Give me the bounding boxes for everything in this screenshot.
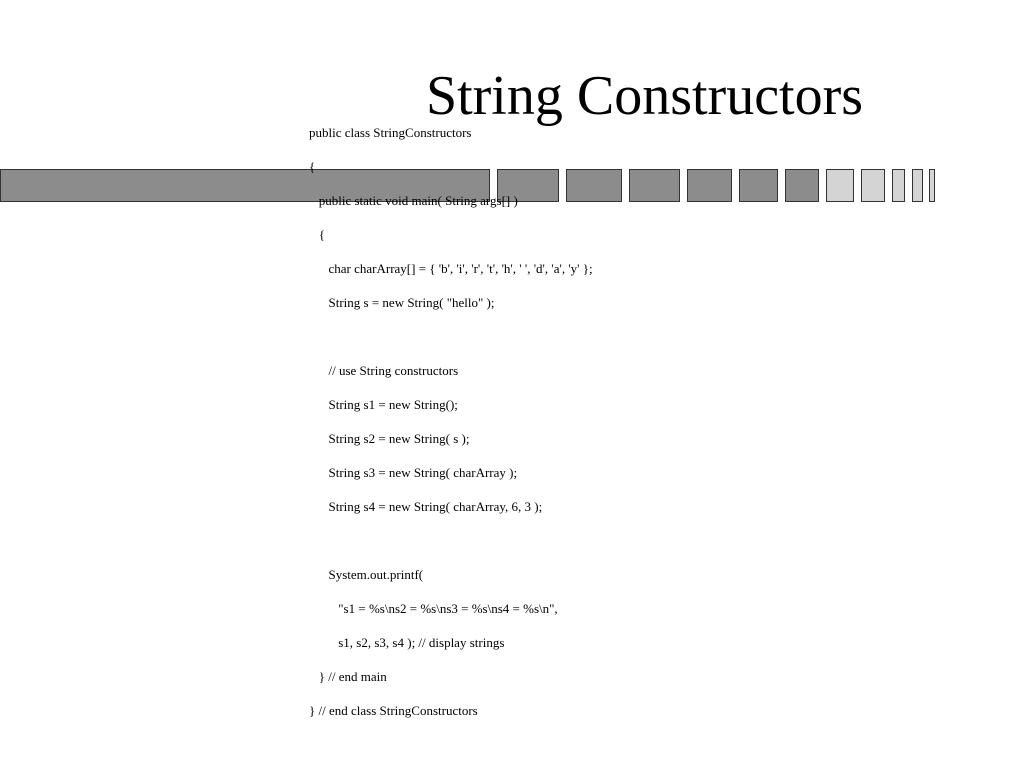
decorative-segment	[929, 169, 935, 202]
decorative-segment	[892, 169, 905, 202]
slide-title: String Constructors	[425, 65, 864, 127]
decorative-segment	[629, 169, 680, 202]
code-line: {	[309, 227, 325, 242]
code-line: System.out.printf(	[309, 567, 424, 582]
decorative-segment	[687, 169, 732, 202]
code-line: } // end main	[309, 669, 387, 684]
code-line: // use String constructors	[309, 363, 459, 378]
code-line: "s1 = %s\ns2 = %s\ns3 = %s\ns4 = %s\n",	[309, 601, 558, 616]
code-line: s1, s2, s3, s4 ); // display strings	[309, 635, 505, 650]
decorative-segment	[566, 169, 622, 202]
code-line: String s3 = new String( charArray );	[309, 465, 518, 480]
decorative-segment	[739, 169, 778, 202]
code-line: String s2 = new String( s );	[309, 431, 470, 446]
code-line: } // end class StringConstructors	[309, 703, 478, 718]
code-line: public static void main( String args[] )	[309, 193, 518, 208]
decorative-segment	[861, 169, 885, 202]
decorative-segment	[912, 169, 923, 202]
decorative-segment	[826, 169, 854, 202]
decorative-segment	[785, 169, 819, 202]
code-line: String s4 = new String( charArray, 6, 3 );	[309, 499, 543, 514]
code-line: String s1 = new String();	[309, 397, 458, 412]
code-line: String s = new String( "hello" );	[309, 295, 495, 310]
code-line: char charArray[] = { 'b', 'i', 'r', 't', 'h', ' ', 'd', 'a', 'y' };	[309, 261, 593, 276]
code-line: public class StringConstructors	[309, 125, 472, 140]
code-line: {	[309, 159, 316, 174]
